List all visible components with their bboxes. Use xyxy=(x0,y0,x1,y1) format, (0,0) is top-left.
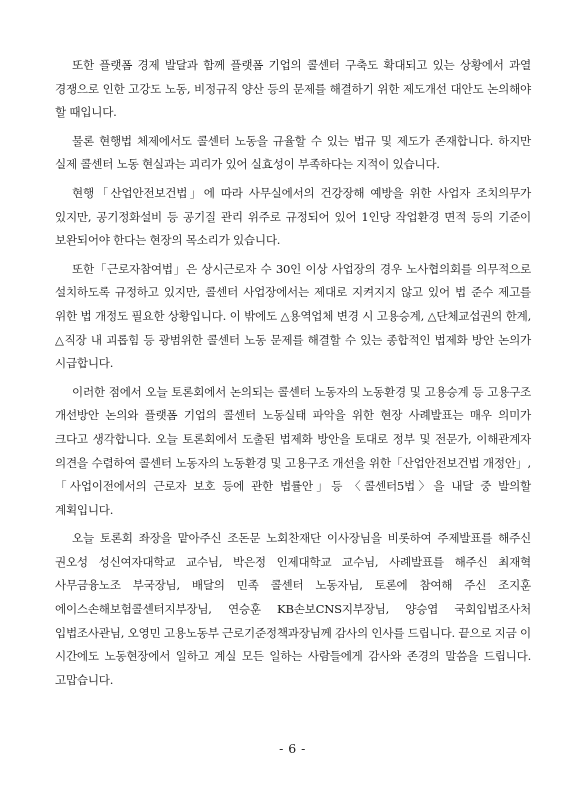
paragraph-worker-participation-act: 또한「근로자참여법」은 상시근로자 수 30인 이상 사업장의 경우 노사협의회를 의무적으로 설치하도록 규정하고 있지만, 콜센터 사업장에서는 제대로 지켜지지 않고 있어 법 준수 제고를 위한 법 개정도 필요한 상황입니다. 이 밖에도 △용역업체 변경 시 고용승계, △단체교섭권의 한계, △직장 내 괴롭힘 등 광범위한 콜센터 노동 문제를 해결할 수 있는 종합적인 법제화 방안 논의가 시급합니다. xyxy=(55,261,531,371)
paragraph-acknowledgements: 오늘 토론회 좌장을 맡아주신 조돈문 노회찬재단 이사장님을 비롯하여 주제발표를 해주신 권오성 성신여자대학교 교수님, 박은정 인제대학교 교수님, 사례발표를 해주신 최재혁 사무금융노조 부국장님, 배달의 민족 콜센터 노동자님, 토론에 참여해 주신 조지훈 에이스손해보험콜센터지부장님, 연승훈 KB손보CNS지부장님, 양승엽 국회입법조사처 입법조사관님, 오영민 고용노동부 근로기준정책과장님께 감사의 인사를 드립니다. 끝으로 지금 이 시간에도 노동현장에서 일하고 계실 모든 일하는 사람들에게 감사와 존경의 말씀을 드립니다. 고맙습니다. xyxy=(55,531,531,687)
page-number: - 6 - xyxy=(279,741,306,756)
paragraph-current-law: 물론 현행법 체제에서도 콜센터 노동을 규율할 수 있는 법규 및 제도가 존재합니다. 하지만 실제 콜센터 노동 현실과는 괴리가 있어 실효성이 부족하다는 지적이 있습니다. xyxy=(55,133,531,172)
paragraph-safety-health-act: 현행「산업안전보건법」에 따라 사무실에서의 건강장해 예방을 위한 사업자 조치의무가 있지만, 공기정화설비 등 공기질 관리 위주로 규정되어 있어 1인당 작업환경 면적 등의 기준이 보완되어야 한다는 현장의 목소리가 있습니다. xyxy=(55,185,531,248)
body-text xyxy=(55,54,531,697)
paragraph-forum-significance: 이러한 점에서 오늘 토론회에서 논의되는 콜센터 노동자의 노동환경 및 고용승계 등 고용구조 개선방안 논의와 플랫폼 기업의 콜센터 노동실태 파악을 위한 현장 사례발표는 매우 의미가 크다고 생각합니다. 오늘 토론회에서 도출된 법제화 방안을 토대로 정부 및 전문가, 이해관계자 의견을 수렴하여 콜센터 노동자의 노동환경 및 고용구조 개선을 위한「산업안전보건법 개정안」,「사업이전에서의 근로자 보호 등에 관한 법률안」등 〈콜센터5법〉을 내달 중 발의할 계획입니다. xyxy=(55,384,531,517)
paragraph-platform-callcenter: 또한 플랫폼 경제 발달과 함께 플랫폼 기업의 콜센터 구축도 확대되고 있는 상황에서 과열 경쟁으로 인한 고강도 노동, 비정규직 양산 등의 문제를 해결하기 위한 제도개선 대안도 논의해야 할 때입니다. xyxy=(55,58,531,120)
